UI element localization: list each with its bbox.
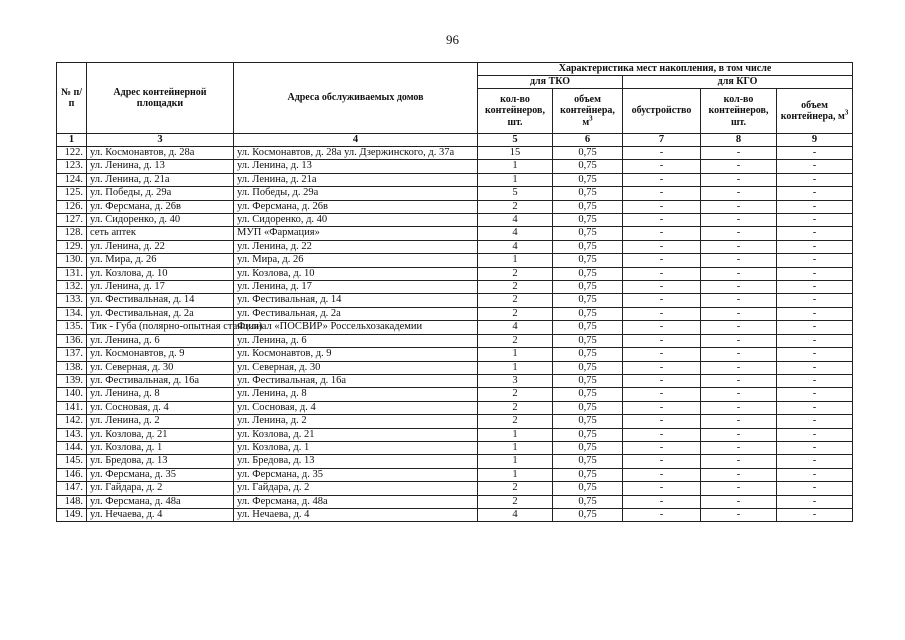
kgo-count: - bbox=[701, 361, 777, 374]
served-houses: ул. Ленина, д. 8 bbox=[234, 388, 478, 401]
kgo-count: - bbox=[701, 200, 777, 213]
site-address: ул. Ленина, д. 17 bbox=[87, 281, 234, 294]
facility: - bbox=[623, 508, 701, 521]
served-houses: Филиал «ПОСВИР» Россельхозакадемии bbox=[234, 321, 478, 334]
column-number: 5 bbox=[478, 134, 553, 147]
site-address: ул. Козлова, д. 1 bbox=[87, 441, 234, 454]
site-address: ул. Фестивальная, д. 16а bbox=[87, 374, 234, 387]
served-houses: ул. Ленина, д. 13 bbox=[234, 160, 478, 173]
kgo-count: - bbox=[701, 160, 777, 173]
row-number: 144. bbox=[57, 441, 87, 454]
site-address: ул. Козлова, д. 10 bbox=[87, 267, 234, 280]
served-houses: ул. Козлова, д. 10 bbox=[234, 267, 478, 280]
site-address: ул. Сосновая, д. 4 bbox=[87, 401, 234, 414]
served-houses: ул. Фестивальная, д. 2а bbox=[234, 307, 478, 320]
tko-volume: 0,75 bbox=[553, 227, 623, 240]
kgo-volume: - bbox=[777, 361, 853, 374]
site-address: сеть аптек bbox=[87, 227, 234, 240]
header-tko-volume bbox=[553, 89, 623, 134]
row-number: 124. bbox=[57, 173, 87, 186]
row-number: 122. bbox=[57, 147, 87, 160]
facility: - bbox=[623, 482, 701, 495]
served-houses: ул. Сидоренко, д. 40 bbox=[234, 214, 478, 227]
row-number: 134. bbox=[57, 307, 87, 320]
row-number: 130. bbox=[57, 254, 87, 267]
table-row bbox=[57, 187, 853, 200]
kgo-volume: - bbox=[777, 388, 853, 401]
kgo-volume: - bbox=[777, 508, 853, 521]
table-row bbox=[57, 508, 853, 521]
facility: - bbox=[623, 254, 701, 267]
table-row bbox=[57, 200, 853, 213]
served-houses: ул. Фестивальная, д. 14 bbox=[234, 294, 478, 307]
site-address: ул. Фестивальная, д. 2а bbox=[87, 307, 234, 320]
tko-volume: 0,75 bbox=[553, 160, 623, 173]
tko-count: 1 bbox=[478, 361, 553, 374]
kgo-count: - bbox=[701, 267, 777, 280]
row-number: 146. bbox=[57, 468, 87, 481]
served-houses: ул. Космонавтов, д. 9 bbox=[234, 348, 478, 361]
site-address: ул. Ферсмана, д. 48а bbox=[87, 495, 234, 508]
tko-count: 1 bbox=[478, 173, 553, 186]
table-row bbox=[57, 495, 853, 508]
row-number: 126. bbox=[57, 200, 87, 213]
tko-count: 2 bbox=[478, 482, 553, 495]
kgo-volume: - bbox=[777, 348, 853, 361]
header-houses: Адреса обслуживаемых домов bbox=[234, 63, 478, 134]
facility: - bbox=[623, 160, 701, 173]
header-num: № п/п bbox=[57, 63, 87, 134]
table-row bbox=[57, 307, 853, 320]
facility: - bbox=[623, 294, 701, 307]
table-row bbox=[57, 415, 853, 428]
column-number: 6 bbox=[553, 134, 623, 147]
tko-count: 1 bbox=[478, 468, 553, 481]
kgo-count: - bbox=[701, 401, 777, 414]
tko-volume: 0,75 bbox=[553, 388, 623, 401]
tko-volume: 0,75 bbox=[553, 361, 623, 374]
column-number: 7 bbox=[623, 134, 701, 147]
kgo-volume: - bbox=[777, 334, 853, 347]
served-houses: ул. Северная, д. 30 bbox=[234, 361, 478, 374]
tko-volume: 0,75 bbox=[553, 240, 623, 253]
row-number: 147. bbox=[57, 482, 87, 495]
kgo-volume: - bbox=[777, 200, 853, 213]
facility: - bbox=[623, 388, 701, 401]
kgo-count: - bbox=[701, 388, 777, 401]
kgo-count: - bbox=[701, 173, 777, 186]
table-row bbox=[57, 160, 853, 173]
site-address: ул. Нечаева, д. 4 bbox=[87, 508, 234, 521]
kgo-volume: - bbox=[777, 147, 853, 160]
kgo-volume: - bbox=[777, 455, 853, 468]
served-houses: ул. Сосновая, д. 4 bbox=[234, 401, 478, 414]
facility: - bbox=[623, 441, 701, 454]
kgo-volume: - bbox=[777, 307, 853, 320]
table-row bbox=[57, 240, 853, 253]
table-row bbox=[57, 441, 853, 454]
served-houses: ул. Ленина, д. 17 bbox=[234, 281, 478, 294]
site-address: Тик - Губа (полярно-опытная станция) bbox=[87, 321, 234, 334]
header-kgo-count: кол-во контейнеров, шт. bbox=[701, 89, 777, 134]
site-address: ул. Сидоренко, д. 40 bbox=[87, 214, 234, 227]
site-address: ул. Победы, д. 29а bbox=[87, 187, 234, 200]
facility: - bbox=[623, 200, 701, 213]
header-address: Адрес контейнерной площадки bbox=[87, 63, 234, 134]
tko-count: 2 bbox=[478, 495, 553, 508]
table-row bbox=[57, 361, 853, 374]
site-address: ул. Ленина, д. 2 bbox=[87, 415, 234, 428]
tko-volume: 0,75 bbox=[553, 281, 623, 294]
row-number: 133. bbox=[57, 294, 87, 307]
kgo-count: - bbox=[701, 482, 777, 495]
site-address: ул. Бредова, д. 13 bbox=[87, 455, 234, 468]
row-number: 127. bbox=[57, 214, 87, 227]
kgo-count: - bbox=[701, 227, 777, 240]
tko-volume: 0,75 bbox=[553, 415, 623, 428]
facility: - bbox=[623, 227, 701, 240]
site-address: ул. Космонавтов, д. 28а bbox=[87, 147, 234, 160]
column-number: 3 bbox=[87, 134, 234, 147]
site-address: ул. Ленина, д. 6 bbox=[87, 334, 234, 347]
row-number: 139. bbox=[57, 374, 87, 387]
row-number: 149. bbox=[57, 508, 87, 521]
volume-sup: 3 bbox=[589, 114, 593, 123]
kgo-volume: - bbox=[777, 482, 853, 495]
site-address: ул. Ферсмана, д. 26в bbox=[87, 200, 234, 213]
row-number: 132. bbox=[57, 281, 87, 294]
site-address: ул. Ленина, д. 13 bbox=[87, 160, 234, 173]
tko-count: 2 bbox=[478, 307, 553, 320]
kgo-volume: - bbox=[777, 294, 853, 307]
column-numbers-row bbox=[57, 134, 853, 147]
site-address: ул. Ферсмана, д. 35 bbox=[87, 468, 234, 481]
table-row bbox=[57, 147, 853, 160]
tko-volume: 0,75 bbox=[553, 267, 623, 280]
served-houses: МУП «Фармация» bbox=[234, 227, 478, 240]
served-houses: ул. Нечаева, д. 4 bbox=[234, 508, 478, 521]
kgo-volume: - bbox=[777, 281, 853, 294]
tko-volume: 0,75 bbox=[553, 200, 623, 213]
page-number: 96 bbox=[446, 32, 459, 47]
tko-volume: 0,75 bbox=[553, 495, 623, 508]
kgo-volume: - bbox=[777, 254, 853, 267]
tko-volume: 0,75 bbox=[553, 307, 623, 320]
row-number: 143. bbox=[57, 428, 87, 441]
tko-count: 4 bbox=[478, 214, 553, 227]
header-kgo: для КГО bbox=[623, 76, 853, 89]
served-houses: ул. Ленина, д. 6 bbox=[234, 334, 478, 347]
served-houses: ул. Ферсмана, д. 48а bbox=[234, 495, 478, 508]
table-row bbox=[57, 348, 853, 361]
kgo-count: - bbox=[701, 307, 777, 320]
served-houses: ул. Космонавтов, д. 28а ул. Дзержинского, д. 37а bbox=[234, 147, 478, 160]
facility: - bbox=[623, 187, 701, 200]
kgo-count: - bbox=[701, 441, 777, 454]
served-houses: ул. Ферсмана, д. 26в bbox=[234, 200, 478, 213]
served-houses: ул. Ферсмана, д. 35 bbox=[234, 468, 478, 481]
served-houses: ул. Мира, д. 26 bbox=[234, 254, 478, 267]
site-address: ул. Ленина, д. 8 bbox=[87, 388, 234, 401]
table-row bbox=[57, 321, 853, 334]
tko-volume: 0,75 bbox=[553, 374, 623, 387]
kgo-count: - bbox=[701, 455, 777, 468]
column-number: 1 bbox=[57, 134, 87, 147]
kgo-count: - bbox=[701, 334, 777, 347]
table-row bbox=[57, 294, 853, 307]
row-number: 135. bbox=[57, 321, 87, 334]
tko-count: 2 bbox=[478, 281, 553, 294]
table-row bbox=[57, 388, 853, 401]
table-row bbox=[57, 455, 853, 468]
table-header bbox=[57, 63, 853, 147]
tko-volume: 0,75 bbox=[553, 214, 623, 227]
site-address: ул. Гайдара, д. 2 bbox=[87, 482, 234, 495]
tko-count: 1 bbox=[478, 348, 553, 361]
table-row bbox=[57, 267, 853, 280]
facility: - bbox=[623, 214, 701, 227]
tko-count: 1 bbox=[478, 160, 553, 173]
table-row bbox=[57, 254, 853, 267]
facility: - bbox=[623, 240, 701, 253]
kgo-count: - bbox=[701, 428, 777, 441]
row-number: 145. bbox=[57, 455, 87, 468]
header-facility: обустройство bbox=[623, 89, 701, 134]
table-row bbox=[57, 227, 853, 240]
tko-volume: 0,75 bbox=[553, 294, 623, 307]
kgo-volume: - bbox=[777, 468, 853, 481]
kgo-volume: - bbox=[777, 240, 853, 253]
kgo-volume: - bbox=[777, 428, 853, 441]
facility: - bbox=[623, 348, 701, 361]
row-number: 123. bbox=[57, 160, 87, 173]
table-row bbox=[57, 374, 853, 387]
tko-count: 5 bbox=[478, 187, 553, 200]
kgo-count: - bbox=[701, 348, 777, 361]
row-number: 136. bbox=[57, 334, 87, 347]
header-tko: для ТКО bbox=[478, 76, 623, 89]
tko-count: 1 bbox=[478, 455, 553, 468]
header-tko-count: кол-во контейнеров, шт. bbox=[478, 89, 553, 134]
column-number: 8 bbox=[701, 134, 777, 147]
facility: - bbox=[623, 147, 701, 160]
row-number: 128. bbox=[57, 227, 87, 240]
facility: - bbox=[623, 401, 701, 414]
facility: - bbox=[623, 334, 701, 347]
kgo-volume: - bbox=[777, 374, 853, 387]
kgo-count: - bbox=[701, 415, 777, 428]
served-houses: ул. Бредова, д. 13 bbox=[234, 455, 478, 468]
kgo-count: - bbox=[701, 468, 777, 481]
tko-volume: 0,75 bbox=[553, 254, 623, 267]
facility: - bbox=[623, 374, 701, 387]
tko-volume: 0,75 bbox=[553, 173, 623, 186]
tko-count: 4 bbox=[478, 321, 553, 334]
kgo-volume: - bbox=[777, 321, 853, 334]
table-row bbox=[57, 482, 853, 495]
tko-volume: 0,75 bbox=[553, 508, 623, 521]
header-kgo-volume bbox=[777, 89, 853, 134]
tko-volume: 0,75 bbox=[553, 455, 623, 468]
row-number: 142. bbox=[57, 415, 87, 428]
facility: - bbox=[623, 173, 701, 186]
tko-count: 2 bbox=[478, 200, 553, 213]
kgo-count: - bbox=[701, 281, 777, 294]
row-number: 138. bbox=[57, 361, 87, 374]
tko-count: 4 bbox=[478, 508, 553, 521]
table-row bbox=[57, 334, 853, 347]
header-characteristics: Характеристика мест накопления, в том числе bbox=[478, 63, 853, 76]
volume-label: объем контейнера, м bbox=[780, 99, 845, 122]
tko-count: 1 bbox=[478, 428, 553, 441]
served-houses: ул. Ленина, д. 21а bbox=[234, 173, 478, 186]
tko-count: 4 bbox=[478, 227, 553, 240]
tko-count: 4 bbox=[478, 240, 553, 253]
tko-count: 1 bbox=[478, 254, 553, 267]
volume-label: объем контейнера, м bbox=[560, 93, 615, 128]
kgo-count: - bbox=[701, 374, 777, 387]
kgo-volume: - bbox=[777, 495, 853, 508]
row-number: 125. bbox=[57, 187, 87, 200]
tko-volume: 0,75 bbox=[553, 401, 623, 414]
facility: - bbox=[623, 321, 701, 334]
kgo-count: - bbox=[701, 187, 777, 200]
kgo-volume: - bbox=[777, 214, 853, 227]
served-houses: ул. Ленина, д. 2 bbox=[234, 415, 478, 428]
site-address: ул. Ленина, д. 21а bbox=[87, 173, 234, 186]
tko-count: 1 bbox=[478, 441, 553, 454]
table-row bbox=[57, 468, 853, 481]
kgo-volume: - bbox=[777, 227, 853, 240]
kgo-volume: - bbox=[777, 267, 853, 280]
kgo-count: - bbox=[701, 214, 777, 227]
facility: - bbox=[623, 415, 701, 428]
table-row bbox=[57, 281, 853, 294]
table-row bbox=[57, 401, 853, 414]
tko-volume: 0,75 bbox=[553, 468, 623, 481]
facility: - bbox=[623, 307, 701, 320]
kgo-count: - bbox=[701, 147, 777, 160]
tko-count: 2 bbox=[478, 334, 553, 347]
served-houses: ул. Козлова, д. 21 bbox=[234, 428, 478, 441]
facility: - bbox=[623, 455, 701, 468]
site-address: ул. Фестивальная, д. 14 bbox=[87, 294, 234, 307]
table-body bbox=[57, 147, 853, 522]
served-houses: ул. Фестивальная, д. 16а bbox=[234, 374, 478, 387]
kgo-count: - bbox=[701, 495, 777, 508]
served-houses: ул. Победы, д. 29а bbox=[234, 187, 478, 200]
kgo-count: - bbox=[701, 294, 777, 307]
tko-volume: 0,75 bbox=[553, 441, 623, 454]
facility: - bbox=[623, 495, 701, 508]
container-sites-table bbox=[56, 62, 853, 522]
site-address: ул. Мира, д. 26 bbox=[87, 254, 234, 267]
facility: - bbox=[623, 468, 701, 481]
volume-sup: 3 bbox=[844, 108, 849, 117]
site-address: ул. Космонавтов, д. 9 bbox=[87, 348, 234, 361]
tko-count: 15 bbox=[478, 147, 553, 160]
tko-count: 2 bbox=[478, 415, 553, 428]
table-row bbox=[57, 214, 853, 227]
column-number: 4 bbox=[234, 134, 478, 147]
tko-volume: 0,75 bbox=[553, 348, 623, 361]
kgo-count: - bbox=[701, 321, 777, 334]
row-number: 141. bbox=[57, 401, 87, 414]
tko-volume: 0,75 bbox=[553, 482, 623, 495]
row-number: 131. bbox=[57, 267, 87, 280]
site-address: ул. Козлова, д. 21 bbox=[87, 428, 234, 441]
facility: - bbox=[623, 281, 701, 294]
column-number: 9 bbox=[777, 134, 853, 147]
served-houses: ул. Гайдара, д. 2 bbox=[234, 482, 478, 495]
tko-volume: 0,75 bbox=[553, 428, 623, 441]
row-number: 148. bbox=[57, 495, 87, 508]
tko-volume: 0,75 bbox=[553, 321, 623, 334]
row-number: 140. bbox=[57, 388, 87, 401]
tko-count: 2 bbox=[478, 267, 553, 280]
kgo-count: - bbox=[701, 254, 777, 267]
served-houses: ул. Козлова, д. 1 bbox=[234, 441, 478, 454]
facility: - bbox=[623, 361, 701, 374]
kgo-volume: - bbox=[777, 173, 853, 186]
tko-volume: 0,75 bbox=[553, 147, 623, 160]
tko-count: 2 bbox=[478, 388, 553, 401]
table-row bbox=[57, 428, 853, 441]
tko-count: 2 bbox=[478, 294, 553, 307]
served-houses: ул. Ленина, д. 22 bbox=[234, 240, 478, 253]
tko-volume: 0,75 bbox=[553, 334, 623, 347]
facility: - bbox=[623, 267, 701, 280]
table-row bbox=[57, 173, 853, 186]
kgo-volume: - bbox=[777, 187, 853, 200]
kgo-volume: - bbox=[777, 441, 853, 454]
site-address: ул. Северная, д. 30 bbox=[87, 361, 234, 374]
tko-count: 3 bbox=[478, 374, 553, 387]
kgo-volume: - bbox=[777, 415, 853, 428]
row-number: 137. bbox=[57, 348, 87, 361]
kgo-count: - bbox=[701, 508, 777, 521]
kgo-volume: - bbox=[777, 160, 853, 173]
facility: - bbox=[623, 428, 701, 441]
kgo-volume: - bbox=[777, 401, 853, 414]
site-address: ул. Ленина, д. 22 bbox=[87, 240, 234, 253]
tko-volume: 0,75 bbox=[553, 187, 623, 200]
tko-count: 2 bbox=[478, 401, 553, 414]
kgo-count: - bbox=[701, 240, 777, 253]
row-number: 129. bbox=[57, 240, 87, 253]
